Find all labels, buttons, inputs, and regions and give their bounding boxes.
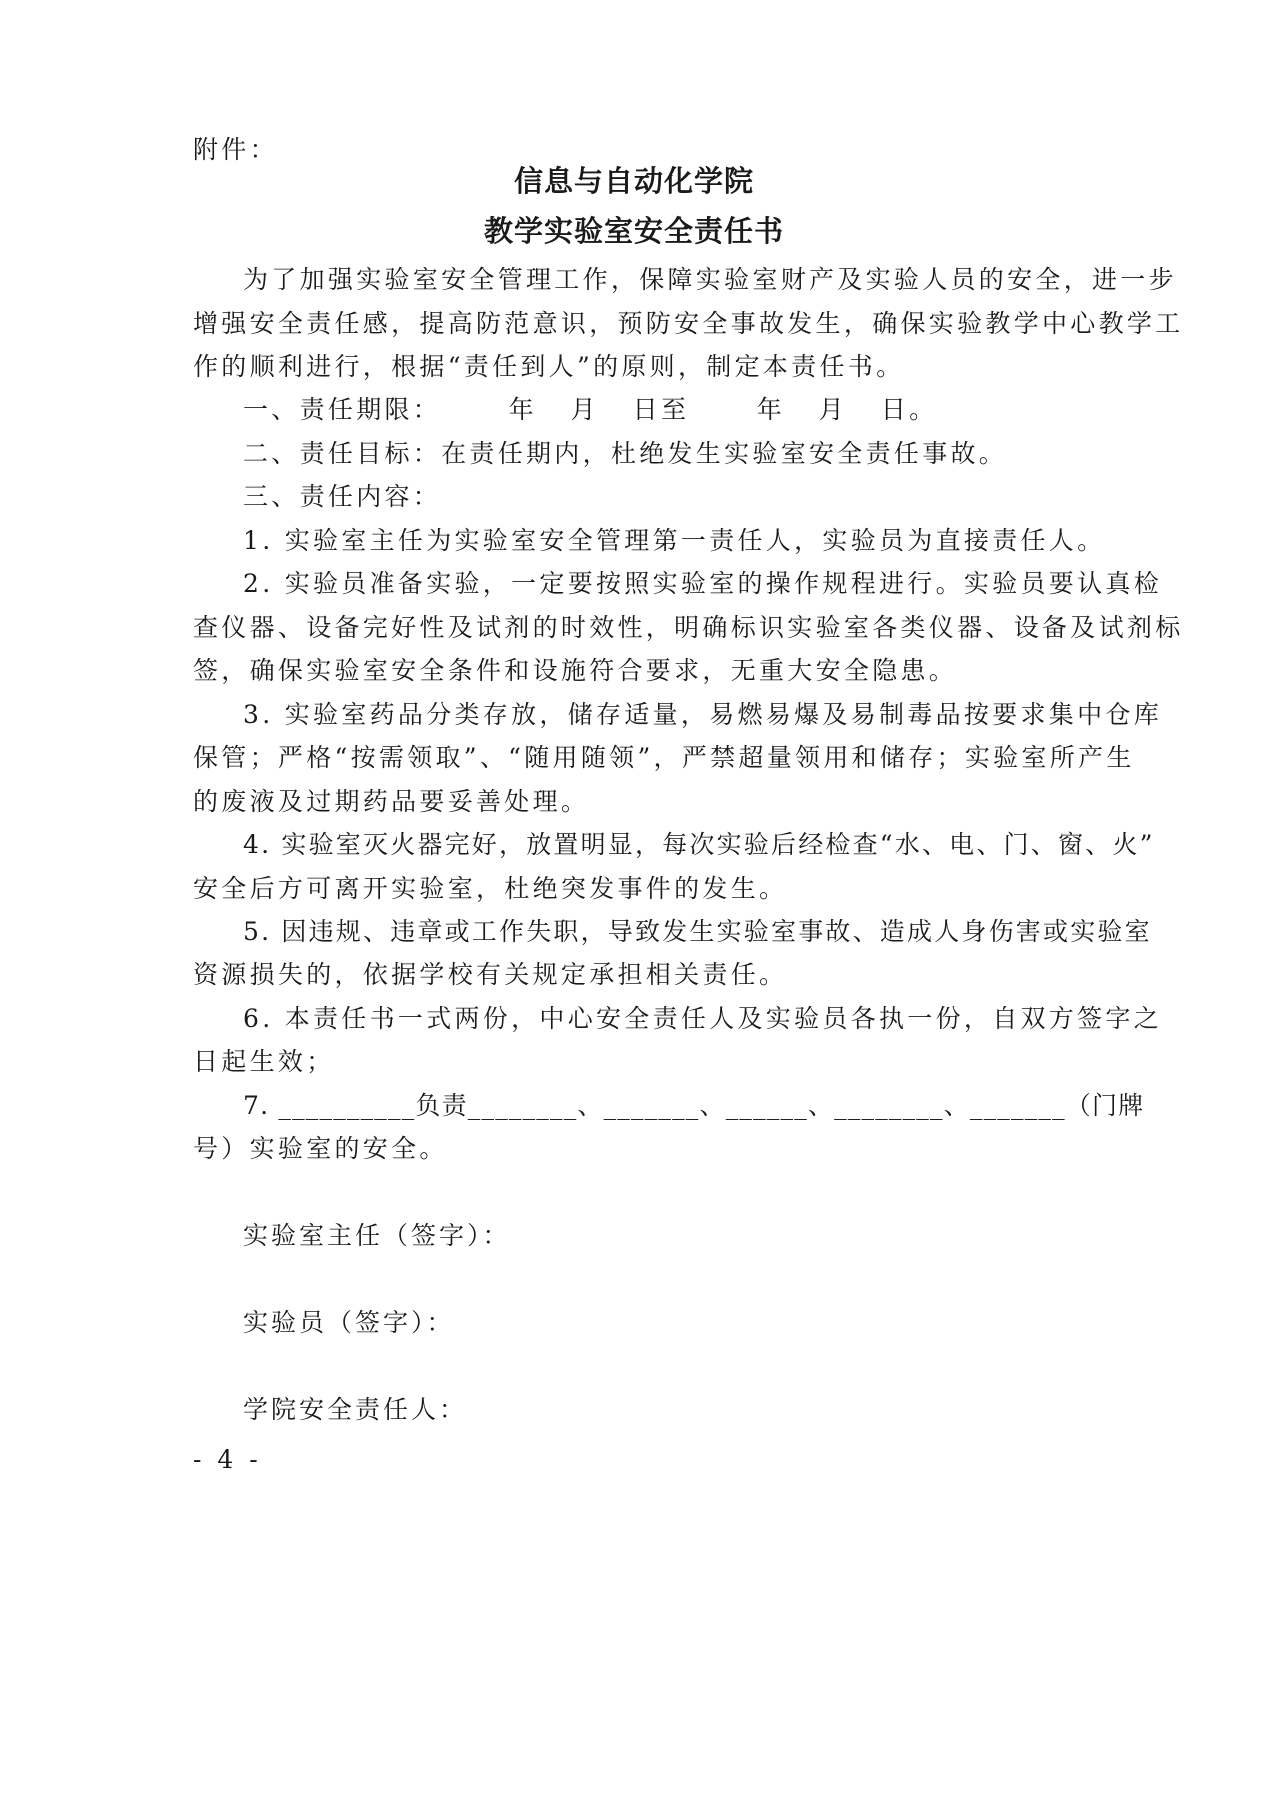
document-title-college: 信息与自动化学院 [513,164,754,198]
intro-line: 为了加强实验室安全管理工作，保障实验室财产及实验人员的安全，进一步 [243,265,1177,294]
item-3-line: 保管；严格“按需领取”、“随用随领”，严禁超量领用和储存；实验室所产生 [193,743,1135,772]
item-3-line: 的废液及过期药品要妥善处理。 [193,787,590,816]
item-2-line: 2. 实验员准备实验，一定要按照实验室的操作规程进行。实验员要认真检 [243,569,1163,598]
section-goal: 二、责任目标：在责任期内，杜绝发生实验室安全责任事故。 [243,439,1008,468]
document-title-main: 教学实验室安全责任书 [483,214,784,248]
section-term: 一、责任期限： 年 月 日至 年 月 日。 [243,395,938,424]
attachment-label: 附件： [193,135,278,164]
item-2-line: 查仪器、设备完好性及试剂的时效性，明确标识实验室各类仪器、设备及试剂标 [193,613,1184,642]
item-2-line: 签，确保实验室安全条件和设施符合要求，无重大安全隐患。 [193,656,958,685]
signature-lab-director: 实验室主任（签字）： [243,1221,511,1250]
item-5-line: 5. 因违规、违章或工作失职，导致发生实验室事故、造成人身伤害或实验室 [243,917,1152,946]
item-4-line: 安全后方可离开实验室，杜绝突发事件的发生。 [193,874,788,903]
item-3-line: 3. 实验室药品分类存放，储存适量，易燃易爆及易制毒品按要求集中仓库 [243,700,1163,729]
intro-line: 作的顺利进行，根据“责任到人”的原则，制定本责任书。 [193,352,905,381]
item-6-line: 6. 本责任书一式两份，中心安全责任人及实验员各执一份，自双方签字之 [243,1004,1163,1033]
page-number: - 4 - [193,1445,262,1474]
section-content-heading: 三、责任内容： [243,482,442,511]
item-7-line: 7. __________负责________、_______、______、________、_______（门牌 [243,1091,1145,1120]
item-1-line: 1. 实验室主任为实验室安全管理第一责任人，实验员为直接责任人。 [243,526,1106,555]
item-4-line: 4. 实验室灭火器完好，放置明显，每次实验后经检查“水、电、门、窗、火” [243,830,1155,859]
item-6-line: 日起生效； [193,1047,335,1076]
intro-line: 增强安全责任感，提高防范意识，预防安全事故发生，确保实验教学中心教学工 [193,309,1184,338]
item-7-line: 号）实验室的安全。 [193,1134,448,1163]
signature-lab-technician: 实验员（签字）： [243,1308,455,1337]
signature-college-safety-officer: 学院安全责任人： [243,1395,468,1424]
item-5-line: 资源损失的，依据学校有关规定承担相关责任。 [193,960,788,989]
